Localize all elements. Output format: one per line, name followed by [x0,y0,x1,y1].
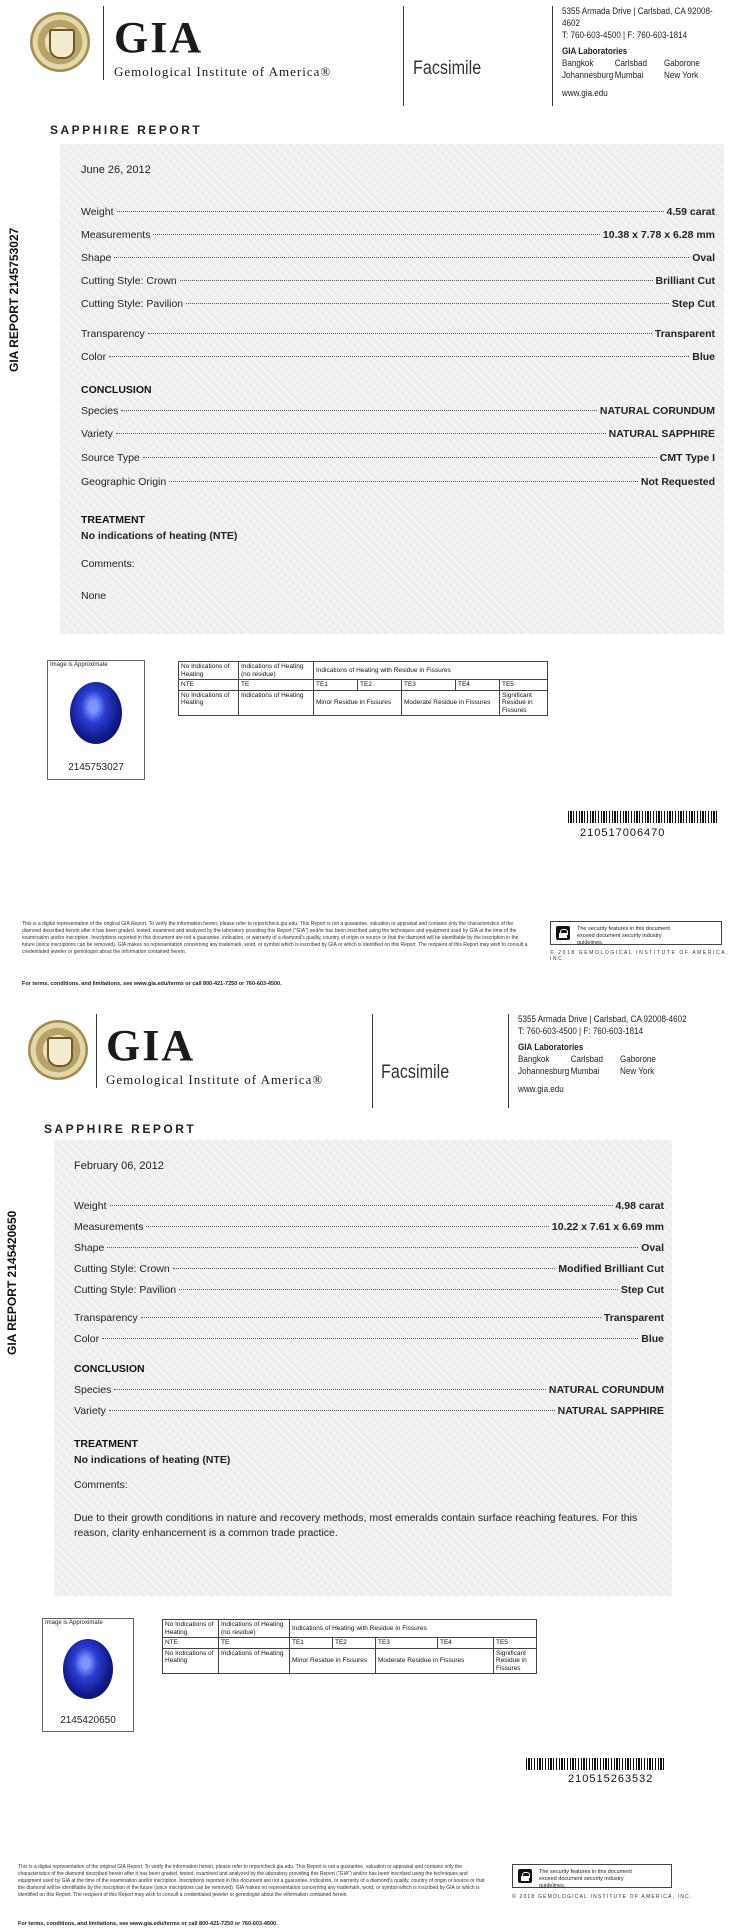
disclaimer-text: This is a digital representation of the original GIA Report. To verify the information herein, please refer to reportcheck.gia.edu. This Report is not a guarantee, valuation or appraisal and contains only the characteristics of the diamond described herein after it has been graded, tested, examined and analyzed by the laboratory providing this Report ("GIA") and/or has been inscribed using the techniques and equipment used by GIA at the time of the examination and/or inscription. Inscriptions reported in this document are not a guarantee, indication, or warranty of a diamond's quality, country of origin or source or that the diamond will be identifiable by the inscription in the future (since inscriptions can be removed). GIA makes no representation concerning any trademark, word, or symbol which is inscribed by GIA or which is identified on this Report. The recipient of this Report may wish to consult a credentialed jeweler or gemologist about the information contained herein. [22,921,528,955]
field-color: Color Blue [81,351,715,363]
field-variety: Variety NATURAL SAPPHIRE [81,428,715,440]
facsimile-label: Facsimile [381,1062,450,1083]
field-weight: Weight 4.59 carat [81,206,715,218]
conclusion-heading: CONCLUSION [74,1363,145,1375]
gia-logo: GIA [114,13,204,62]
institute-name: Gemological Institute of America® [114,64,332,79]
barcode [526,1758,666,1770]
lab-city: Carlsbad [570,1054,604,1065]
image-caption: Image is Approximate [45,1620,103,1626]
report-date: June 26, 2012 [81,164,151,176]
treatment-heading: TREATMENT [81,514,145,526]
lab-city: Mumbai [614,70,644,81]
terms-text: For terms, conditions, and limitations, see www.gia.edu/terms or call 800-421-7250 or 760-603-4500. [22,981,282,987]
phone: T: 760-603-4500 | F: 760-603-1814 [518,1026,644,1037]
field-crown: Cutting Style: Crown Brilliant Cut [81,275,715,287]
address: 5355 Armada Drive | Carlsbad, CA 92008-4602 [562,6,713,29]
lab-city: New York [620,1066,655,1077]
website-link[interactable]: www.gia.edu [518,1084,564,1095]
copyright-text: © 2018 GEMOLOGICAL INSTITUTE OF AMERICA, INC. [550,950,730,962]
terms-text: For terms, conditions, and limitations, see www.gia.edu/terms or call 800-421-7250 or 760-603-4500. [18,1921,278,1927]
gia-seal-icon [30,12,90,72]
barcode-number: 210515263532 [568,1773,654,1785]
comments-text: Due to their growth conditions in nature and recovery methods, most emeralds contain surface reaching features. For this reason, clarity enhancement is a common trade practice. [74,1512,638,1539]
lab-city: Mumbai [570,1066,600,1077]
comments-text: None [81,590,107,602]
report-title: SAPPHIRE REPORT [50,123,203,137]
facsimile-label: Facsimile [413,58,482,79]
copyright-text: © 2018 GEMOLOGICAL INSTITUTE OF AMERICA, INC. [512,1894,693,1900]
field-variety: Variety NATURAL SAPPHIRE [74,1405,664,1417]
treatment-heading: TREATMENT [74,1438,138,1450]
lab-city: Carlsbad [614,58,648,69]
heating-table: No Indications of Heating Indications of Heating (no residue) Indications of Heating with Residue in Fissures NTE TE TE1 TE2 TE3 TE4 TE5 No Indications of Heating Indications of Heating Minor Residue in Fissures Moderate Residue in Fissures Significant Residue in Fissures [162,1619,537,1674]
field-shape: Shape Oval [81,252,715,264]
field-source-type: Source Type CMT Type I [81,452,715,464]
address: 5355 Armada Drive | Carlsbad, CA 92008-4602 [518,1014,687,1025]
comments-label: Comments: [81,558,135,570]
sapphire-image [63,1639,113,1699]
sapphire-image [70,682,122,744]
labs-title: GIA Laboratories [518,1042,584,1053]
gia-logo: GIA [106,1021,196,1070]
disclaimer-text: This is a digital representation of the original GIA Report. To verify the information herein, please refer to reportcheck.gia.edu. This Report is not a guarantee, valuation or appraisal and contains only the characteristics of the diamond described herein after it has been graded, tested, examined and analyzed by the laboratory providing this Report ("GIA") and/or has been inscribed using the techniques and equipment used by GIA at the time of the examination and/or inscription. Inscriptions reported in this document are not a guarantee, indication, or warranty of a diamond's quality, country of origin or source or that the diamond will be identifiable by the inscription in the future (since inscriptions can be removed). GIA makes no representation concerning any trademark, word, or symbol which is inscribed by GIA or which is identified on this Report. The recipient of this Report may wish to consult a credentialed jeweler or gemologist about the information contained herein. [18,1864,485,1898]
field-species: Species NATURAL CORUNDUM [81,405,715,417]
field-measurements: Measurements 10.38 x 7.78 x 6.28 mm [81,229,715,241]
conclusion-heading: CONCLUSION [81,384,152,396]
report-date: February 06, 2012 [74,1160,164,1172]
field-geographic-origin: Geographic Origin Not Requested [81,476,715,488]
field-weight: Weight 4.98 carat [74,1200,664,1212]
lab-city: Johannesburg [562,70,614,81]
field-transparency: Transparency Transparent [81,328,715,340]
gem-image-box [47,660,145,780]
barcode [568,811,718,823]
website-link[interactable]: www.gia.edu [562,88,608,99]
report-number-side-label: GIA REPORT 2145753027 [7,227,21,372]
treatment-value: No indications of heating (NTE) [74,1454,231,1466]
lab-city: Bangkok [518,1054,550,1065]
lock-icon [518,1869,532,1883]
lab-city: New York [664,70,699,81]
security-notice: The security features in this document exceed document security industry guidelines. [550,921,722,945]
report-number-side-label: GIA REPORT 2145420650 [5,1210,19,1355]
field-transparency: Transparency Transparent [74,1312,664,1324]
field-pavilion: Cutting Style: Pavilion Step Cut [74,1284,664,1296]
report-title: SAPPHIRE REPORT [44,1122,197,1136]
security-notice: The security features in this document exceed document security industry guidelines. [512,1864,672,1888]
lab-city: Gaborone [620,1054,656,1065]
field-pavilion: Cutting Style: Pavilion Step Cut [81,298,715,310]
lab-address-block [562,6,717,100]
image-caption: Image is Approximate [50,662,108,668]
image-report-number: 2145420650 [60,1715,116,1726]
comments-label: Comments: [74,1479,128,1491]
field-shape: Shape Oval [74,1242,664,1254]
barcode-number: 210517006470 [580,827,666,839]
field-color: Color Blue [74,1333,664,1345]
gem-image-box [42,1618,134,1732]
lock-icon [556,926,570,940]
field-measurements: Measurements 10.22 x 7.61 x 6.69 mm [74,1221,664,1233]
field-species: Species NATURAL CORUNDUM [74,1384,664,1396]
lab-address-block [518,1014,687,1096]
phone: T: 760-603-4500 | F: 760-603-1814 [562,30,688,41]
field-crown: Cutting Style: Crown Modified Brilliant Cut [74,1263,664,1275]
lab-city: Johannesburg [518,1066,570,1077]
labs-title: GIA Laboratories [562,46,628,57]
gia-seal-icon [28,1020,88,1080]
lab-city: Bangkok [562,58,594,69]
report-2 [0,1010,744,1932]
image-report-number: 2145753027 [68,762,124,773]
lab-city: Gaborone [664,58,700,69]
heating-table: No Indications of Heating Indications of Heating (no residue) Indications of Heating with Residue in Fissures NTE TE TE1 TE2 TE3 TE4 TE5 No Indications of Heating Indications of Heating Minor Residue in Fissures Moderate Residue in Fissures Significant Residue in Fissures [178,661,548,716]
institute-name: Gemological Institute of America® [106,1072,324,1087]
treatment-value: No indications of heating (NTE) [81,530,238,542]
